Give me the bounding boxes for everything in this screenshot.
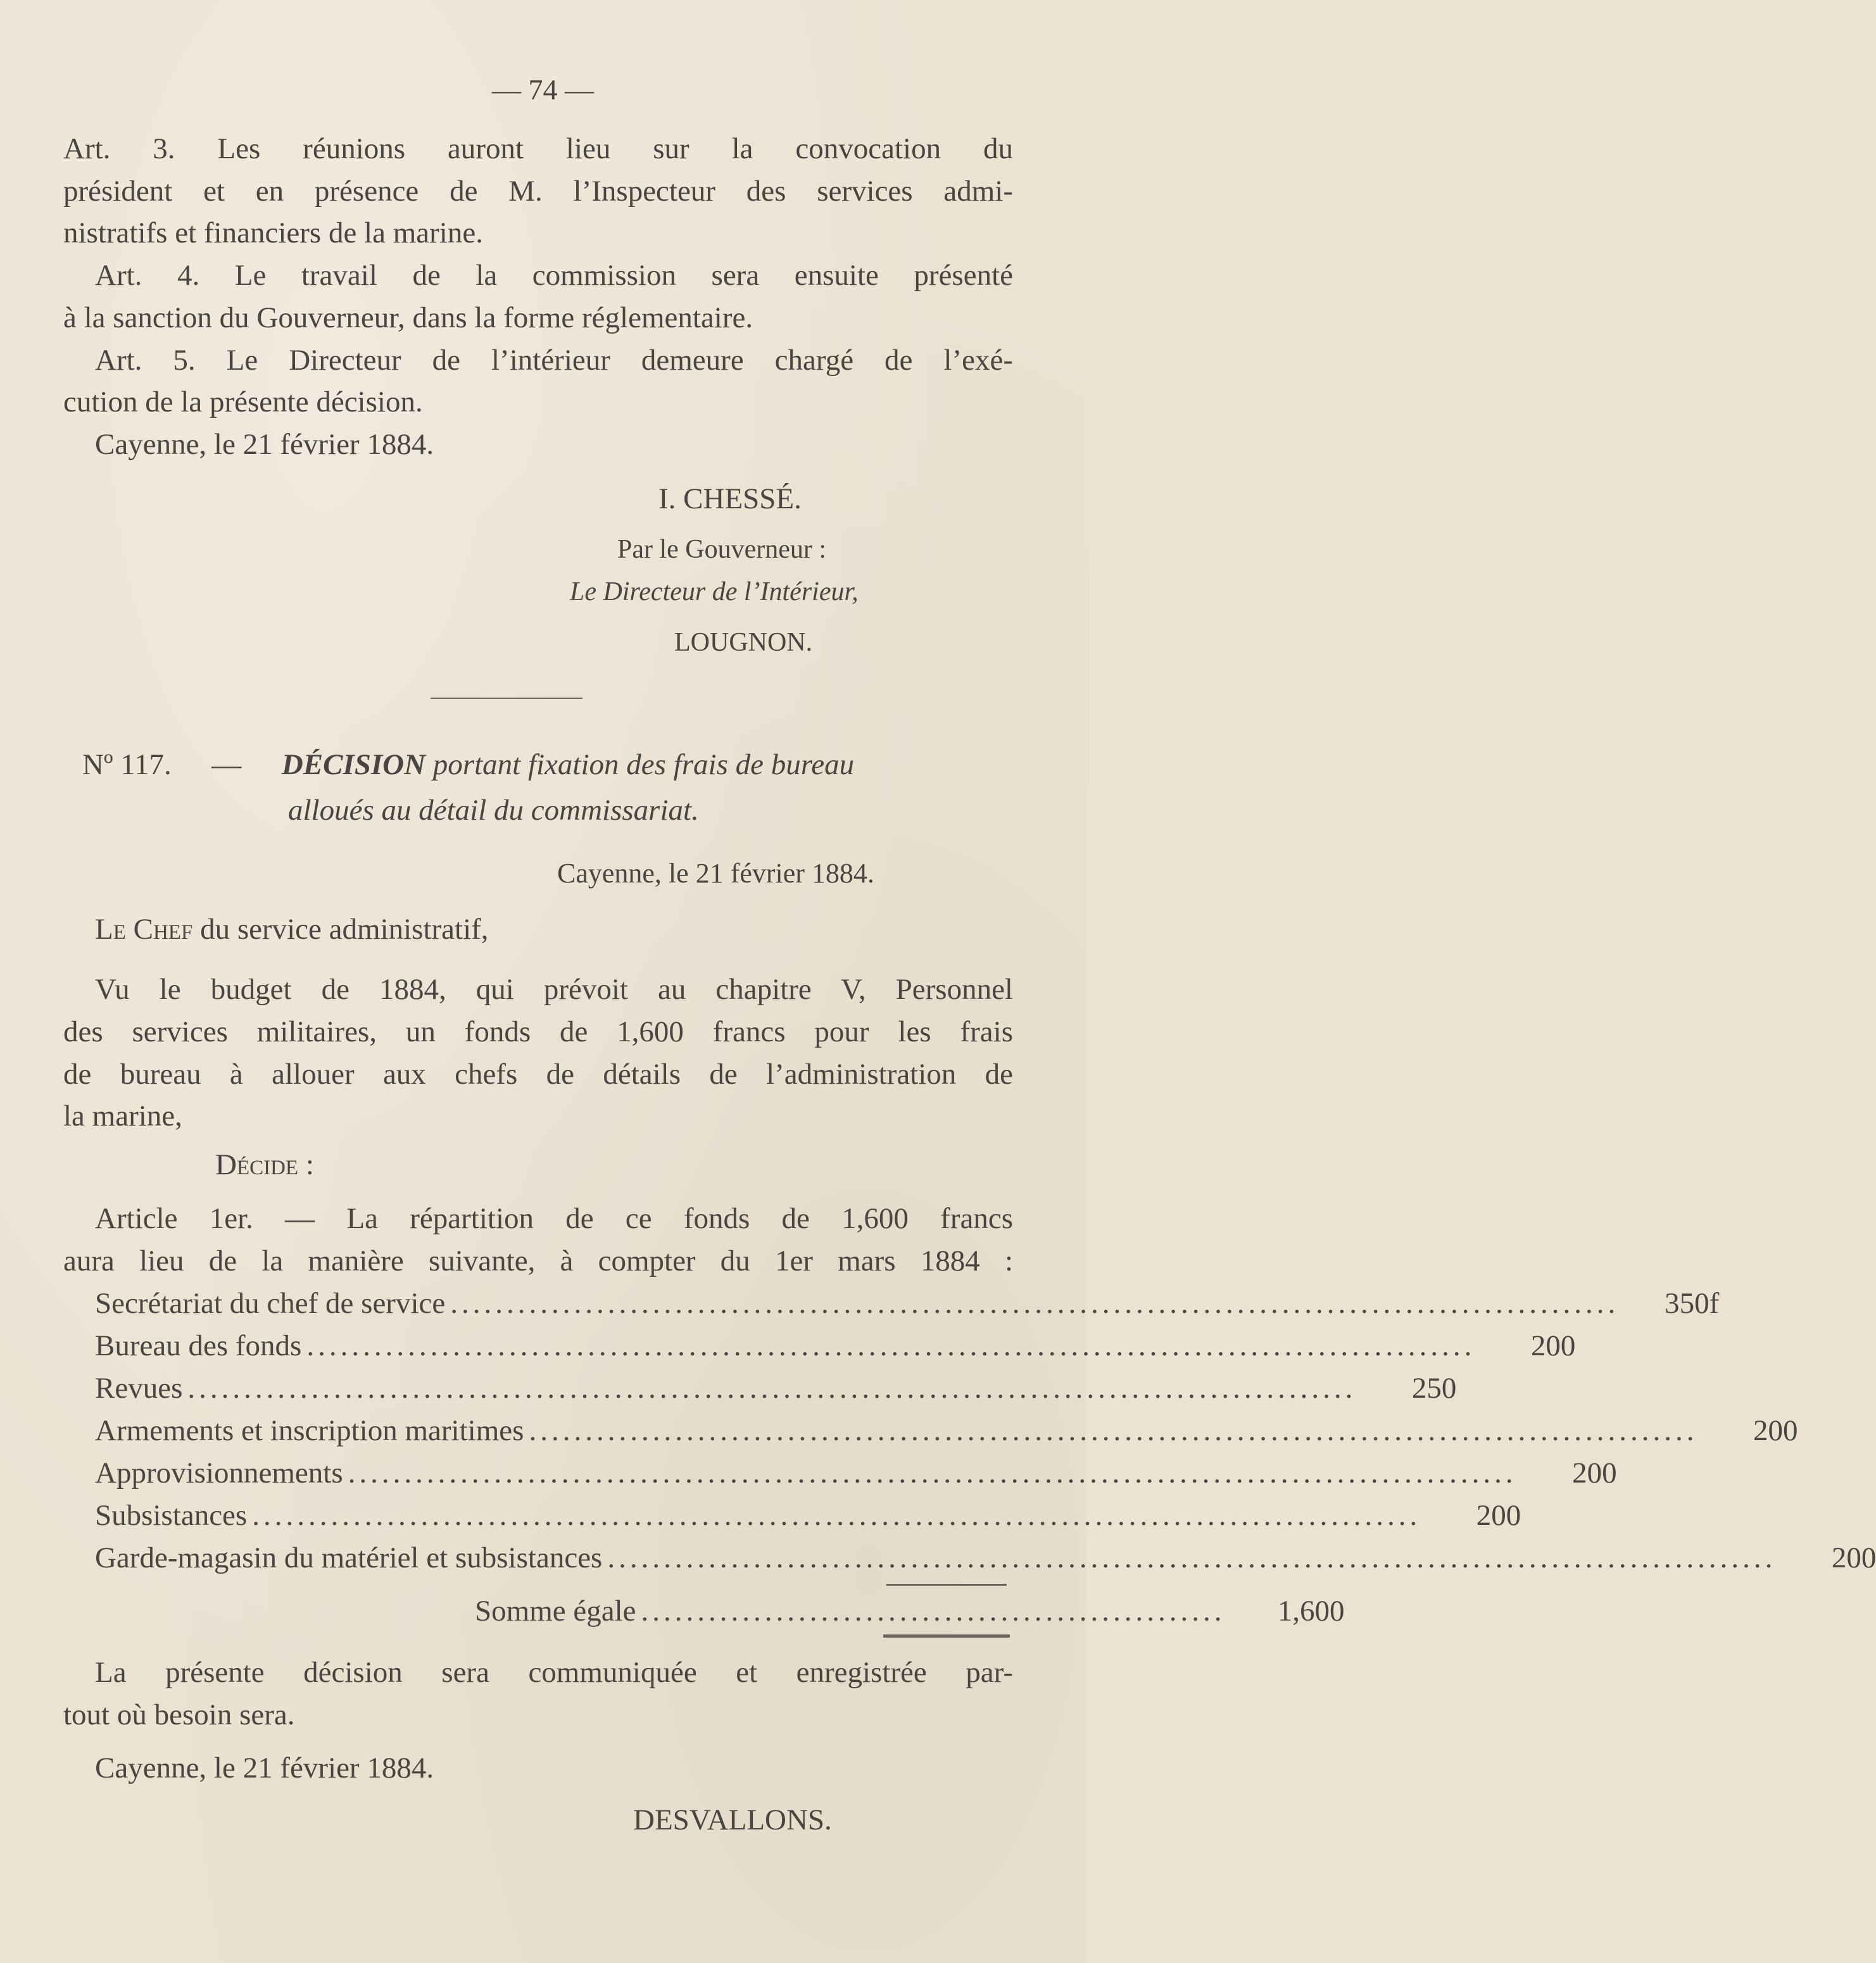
preamble-line-2: des services militaires, un fonds de 1,600 francs pour les frais — [63, 1015, 1013, 1048]
directeur-title: Le Directeur de l’Intérieur, — [570, 577, 859, 606]
allocation-row — [95, 1369, 1457, 1407]
decision-title-rest: portant fixation des frais de bureau — [425, 748, 855, 781]
art5-line-2: cution de la présente décision. — [63, 386, 423, 418]
allocation-label: Approvisionnements — [95, 1457, 343, 1489]
signatory-116: I. CHESSÉ. — [658, 482, 802, 515]
closing-line-1: La présente décision sera communiquée et enregistrée par- — [95, 1656, 1013, 1689]
leader-dots: .................................................... — [641, 1595, 1226, 1627]
allocation-amount: 200 — [1753, 1414, 1798, 1447]
art4-line-1: Art. 4. Le travail de la commission sera ensuite présenté — [95, 259, 1013, 292]
leader-dots: ........................................................................................................ — [529, 1414, 1698, 1447]
allocation-label: Subsistances — [95, 1499, 248, 1532]
allocation-amount: 250 — [1411, 1372, 1457, 1405]
total-row — [475, 1592, 1345, 1630]
art3-line-2: président et en présence de M. l’Inspecteur des services admi- — [63, 175, 1013, 208]
closing-place-date: Cayenne, le 21 février 1884. — [95, 1752, 434, 1784]
allocation-row — [95, 1412, 1798, 1450]
allocation-row — [95, 1327, 1576, 1365]
author-line — [95, 910, 489, 948]
preamble-line-1: Vu le budget de 1884, qui prévoit au chapitre V, Personnel — [95, 973, 1013, 1006]
article-1-line-2: aura lieu de la manière suivante, à compter du 1er mars 1884 : — [63, 1245, 1013, 1277]
place-date-116: Cayenne, le 21 février 1884. — [95, 428, 434, 461]
article-1-line-1: Article 1er. — La répartition de ce fonds de 1,600 francs — [95, 1202, 1013, 1235]
allocation-label: Bureau des fonds — [95, 1329, 302, 1362]
allocation-label: Garde-magasin du matériel et subsistances — [95, 1541, 603, 1574]
allocation-label: Secrétariat du chef de service — [95, 1287, 446, 1320]
art3-line-3: nistratifs et financiers de la marine. — [63, 216, 483, 249]
decision-title-line-2: alloués au détail du commissariat. — [288, 794, 699, 827]
leader-dots: ........................................................................................................ — [348, 1457, 1517, 1489]
signatory-117: DESVALLONS. — [633, 1803, 832, 1836]
allocation-row — [95, 1539, 1876, 1577]
art3-line-1: Art. 3. Les réunions auront lieu sur la convocation du — [63, 132, 1013, 165]
total-amount: 1,600 — [1277, 1595, 1345, 1627]
leader-dots: ........................................................................................................ — [450, 1287, 1620, 1320]
allocation-label: Revues — [95, 1372, 183, 1405]
leader-dots: ........................................................................................................ — [607, 1541, 1777, 1574]
allocation-row — [95, 1496, 1521, 1534]
allocation-row — [95, 1284, 1720, 1322]
countersignatory-116: LOUGNON. — [674, 628, 813, 657]
author-prefix: Le Chef — [95, 913, 193, 946]
total-label: Somme égale — [475, 1595, 636, 1627]
sum-rule-top — [886, 1584, 1007, 1586]
preamble-line-3: de bureau à allouer aux chefs de détails de l’administration de — [63, 1058, 1013, 1091]
decision-number: Nº 117. — [82, 748, 172, 781]
decision-117-heading — [82, 746, 854, 784]
closing-line-2: tout où besoin sera. — [63, 1698, 295, 1731]
allocation-amount: 200 — [1530, 1329, 1576, 1362]
author-rest: du service administratif, — [192, 913, 489, 946]
allocation-amount: 200 — [1572, 1457, 1617, 1489]
section-divider — [431, 698, 582, 699]
allocation-amount: 350f — [1665, 1287, 1720, 1320]
decide-heading: Décide : — [215, 1148, 314, 1181]
allocation-amount: 200 — [1476, 1499, 1521, 1532]
par-le-gouverneur: Par le Gouverneur : — [617, 535, 827, 564]
art4-line-2: à la sanction du Gouverneur, dans la forme réglementaire. — [63, 301, 753, 334]
place-date-117: Cayenne, le 21 février 1884. — [557, 858, 874, 889]
preamble-line-4: la marine, — [63, 1100, 182, 1132]
heading-dash: — — [211, 748, 242, 781]
art5-line-1: Art. 5. Le Directeur de l’intérieur demeure chargé de l’exé- — [95, 344, 1013, 377]
sum-rule-bottom — [883, 1634, 1010, 1638]
leader-dots: ........................................................................................................ — [187, 1372, 1357, 1405]
allocation-amount: 200 — [1831, 1541, 1876, 1574]
leader-dots: ........................................................................................................ — [252, 1499, 1421, 1532]
leader-dots: ........................................................................................................ — [306, 1329, 1476, 1362]
page-number: — 74 — — [492, 73, 594, 106]
allocation-label: Armements et inscription maritimes — [95, 1414, 524, 1447]
allocation-row — [95, 1454, 1617, 1492]
decision-title-word: DÉCISION — [281, 748, 426, 781]
